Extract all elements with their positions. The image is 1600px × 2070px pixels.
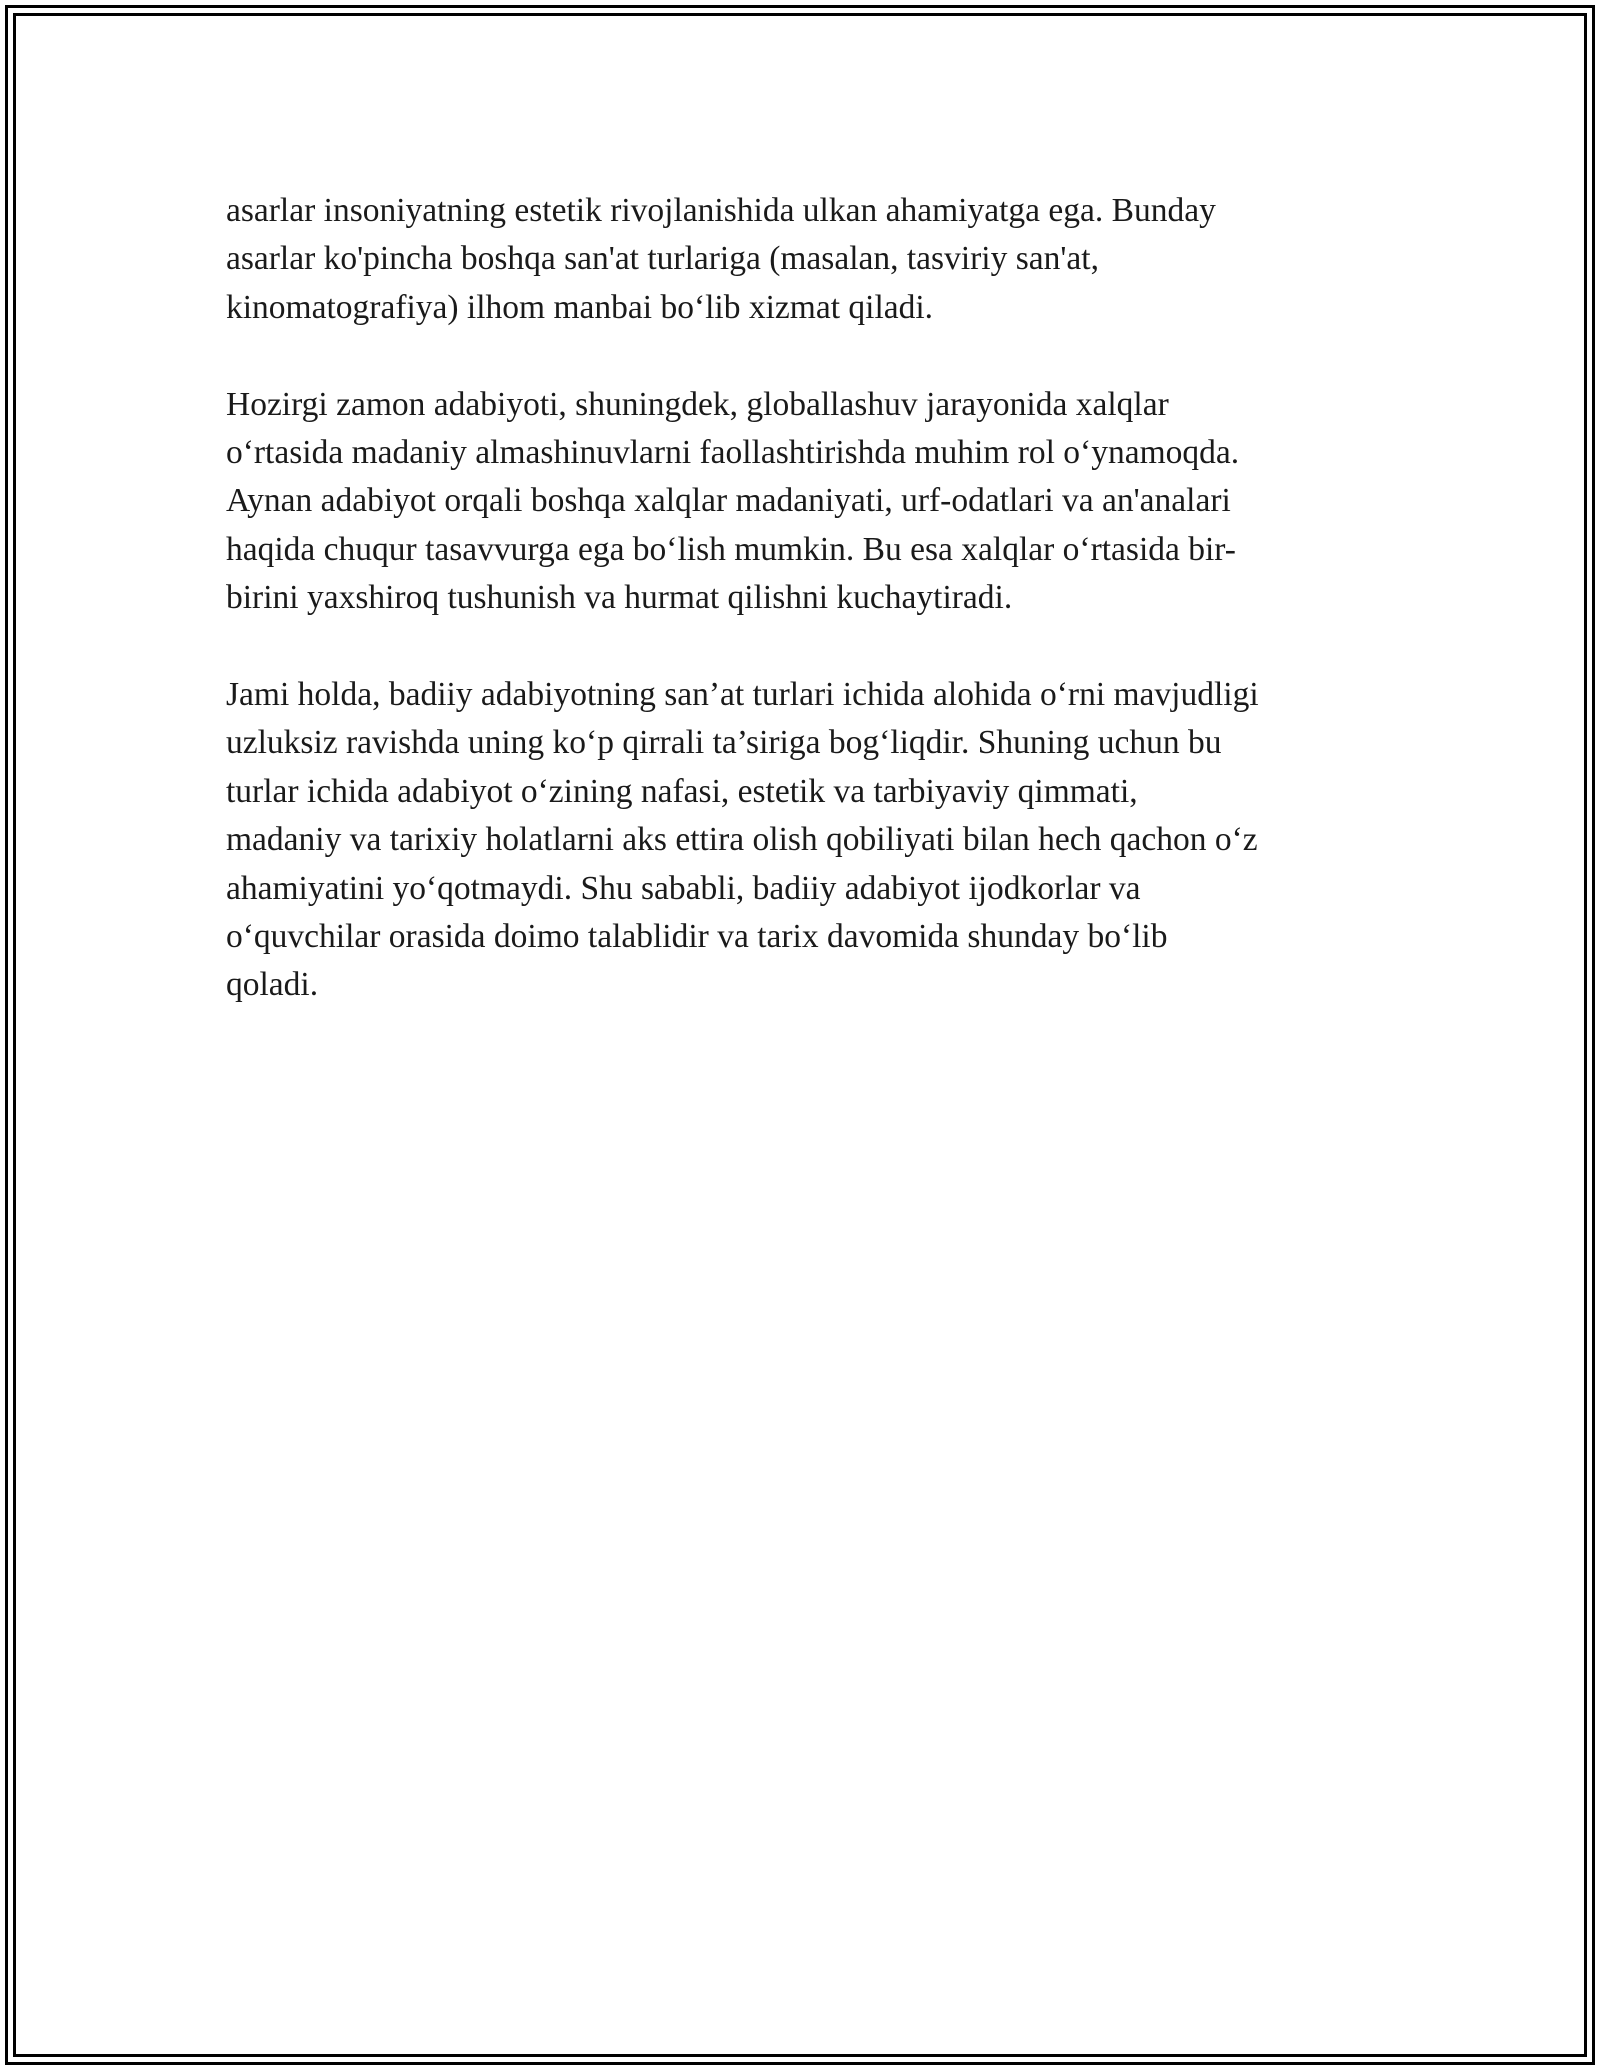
paragraph-line: uzluksiz ravishda uning ko‘p qirrali ta’siriga bog‘liqdir. Shuning uchun bu (226, 724, 1222, 762)
paragraph-1 (226, 187, 1371, 332)
paragraph-line: Jami holda, badiiy adabiyotning san’at turlari ichida alohida o‘rni mavjudligi (226, 676, 1259, 714)
paragraph-line: asarlar ko'pincha boshqa san'at turlariga (masalan, tasviriy san'at, (226, 240, 1099, 278)
paragraph-3 (226, 671, 1371, 1010)
paragraph-line: qoladi. (226, 966, 319, 1004)
document-body (226, 187, 1371, 1058)
paragraph-line: turlar ichida adabiyot o‘zining nafasi, estetik va tarbiyaviy qimmati, (226, 772, 1138, 810)
paragraph-line: kinomatografiya) ilhom manbai bo‘lib xizmat qiladi. (226, 288, 934, 326)
paragraph-line: haqida chuqur tasavvurga ega bo‘lish mumkin. Bu esa xalqlar o‘rtasida bir- (226, 530, 1236, 568)
paragraph-line: asarlar insoniyatning estetik rivojlanishida ulkan ahamiyatga ega. Bunday (226, 192, 1216, 229)
paragraph-line: ahamiyatini yo‘qotmaydi. Shu sababli, badiiy adabiyot ijodkorlar va (226, 869, 1141, 907)
paragraph-line: birini yaxshiroq tushunish va hurmat qilishni kuchaytiradi. (226, 579, 1013, 617)
paragraph-2 (226, 381, 1371, 623)
paragraph-line: Aynan adabiyot orqali boshqa xalqlar madaniyati, urf-odatlari va an'analari (226, 482, 1231, 520)
paragraph-line: o‘quvchilar orasida doimo talablidir va tarix davomida shunday bo‘lib (226, 918, 1168, 956)
paragraph-line: madaniy va tarixiy holatlarni aks ettira olish qobiliyati bilan hech qachon o‘z (226, 821, 1258, 859)
paragraph-line: o‘rtasida madaniy almashinuvlarni faollashtirishda muhim rol o‘ynamoqda. (226, 434, 1240, 472)
paragraph-line: Hozirgi zamon adabiyoti, shuningdek, globallashuv jarayonida xalqlar (226, 385, 1169, 423)
